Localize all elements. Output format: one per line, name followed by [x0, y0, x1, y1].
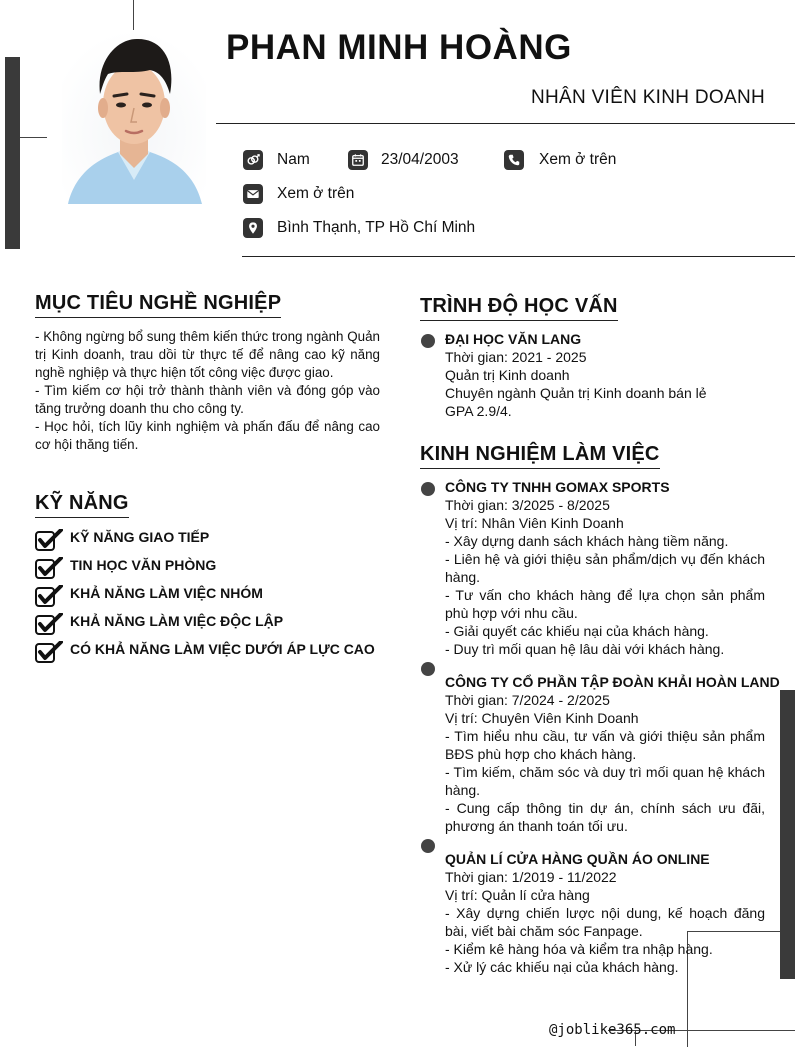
timeline-dot	[421, 482, 435, 496]
skill-item: KHẢ NĂNG LÀM VIỆC ĐỘC LẬP	[70, 613, 284, 629]
decorative-bar-left	[5, 57, 20, 249]
job-duty: - Cung cấp thông tin dự án, chính sách ưu đãi, phương án thanh toán tối ưu.	[445, 800, 765, 834]
gender-value: Nam	[277, 151, 310, 168]
job-duty: - Duy trì mối quan hệ lâu dài với khách hàng.	[445, 641, 725, 657]
job-time: Thời gian: 1/2019 - 11/2022	[445, 869, 617, 885]
education-title: TRÌNH ĐỘ HỌC VẤN	[420, 295, 618, 321]
avatar	[62, 30, 206, 204]
job-duty: - Liên hệ và giới thiệu sản phẩm/dịch vụ đến khách hàng.	[445, 551, 765, 585]
school-name: ĐẠI HỌC VĂN LANG	[445, 331, 582, 347]
timeline-dot	[421, 334, 435, 348]
phone-icon	[504, 150, 524, 170]
address-value: Bình Thạnh, TP Hồ Chí Minh	[277, 219, 476, 236]
objective-title: MỤC TIÊU NGHỀ NGHIỆP	[35, 292, 281, 318]
company-name: QUẢN LÍ CỬA HÀNG QUẦN ÁO ONLINE	[445, 851, 710, 867]
location-icon	[243, 218, 263, 238]
job-entry	[445, 673, 780, 835]
education-line: Chuyên ngành Quản trị Kinh doanh bán lẻ	[445, 385, 707, 401]
experience-title: KINH NGHIỆM LÀM VIỆC	[420, 443, 660, 469]
job-position: Vị trí: Nhân Viên Kinh Doanh	[445, 515, 624, 531]
objective-line: - Không ngừng bổ sung thêm kiến thức trong ngành Quản trị Kinh doanh, trau dồi từ thực tế để nâng cao kỹ năng nghề nghiệp và thực hiện tốt công việc được giao.	[35, 329, 380, 380]
checkbox-icon	[35, 585, 63, 607]
job-entry	[445, 850, 765, 976]
watermark: @joblike365.com	[549, 1022, 676, 1038]
job-duty: - Xử lý các khiếu nại của khách hàng.	[445, 959, 679, 975]
email-icon	[243, 184, 263, 204]
phone-value: Xem ở trên	[539, 151, 617, 168]
job-duty: - Tìm kiếm, chăm sóc và duy trì mối quan hệ khách hàng.	[445, 764, 765, 798]
gender-icon	[243, 150, 263, 170]
header-divider	[216, 123, 795, 124]
skill-item: KỸ NĂNG GIAO TIẾP	[70, 529, 210, 545]
job-time: Thời gian: 3/2025 - 8/2025	[445, 497, 610, 513]
job-duty: - Xây dựng chiến lược nội dung, kế hoạch đăng bài, viết bài chăm sóc Fanpage.	[445, 905, 765, 939]
objective-line: - Học hỏi, tích lũy kinh nghiệm và phấn đấu để nâng cao cơ hội thăng tiến.	[35, 419, 380, 452]
decorative-bar-right	[780, 690, 795, 979]
objective-text	[35, 328, 380, 454]
job-duty: - Xây dựng danh sách khách hàng tiềm năng.	[445, 533, 729, 549]
job-duty: - Kiểm kê hàng hóa và kiểm tra nhập hàng.	[445, 941, 713, 957]
job-duty: - Giải quyết các khiếu nại của khách hàng.	[445, 623, 709, 639]
skill-item: CÓ KHẢ NĂNG LÀM VIỆC DƯỚI ÁP LỰC CAO	[70, 641, 375, 657]
skills-title: KỸ NĂNG	[35, 492, 129, 518]
company-name: CÔNG TY CỔ PHẦN TẬP ĐOÀN KHẢI HOÀN LAND	[445, 674, 780, 690]
job-duty: - Tìm hiểu nhu cầu, tư vấn và giới thiệu sản phẩm BĐS phù hợp cho khách hàng.	[445, 728, 765, 762]
email-value: Xem ở trên	[277, 185, 355, 202]
decorative-line	[20, 137, 47, 138]
skill-item: TIN HỌC VĂN PHÒNG	[70, 557, 217, 573]
education-entry	[445, 330, 765, 420]
contact-divider	[242, 256, 795, 257]
job-entry	[445, 478, 765, 658]
checkbox-icon	[35, 529, 63, 551]
candidate-name: PHAN MINH HOÀNG	[226, 28, 572, 67]
checkbox-icon	[35, 557, 63, 579]
job-position: Vị trí: Quản lí cửa hàng	[445, 887, 590, 903]
company-name: CÔNG TY TNHH GOMAX SPORTS	[445, 479, 670, 495]
checkbox-icon	[35, 613, 63, 635]
job-duty: - Tư vấn cho khách hàng để lựa chọn sản phẩm phù hợp với nhu cầu.	[445, 587, 765, 621]
timeline-dot	[421, 662, 435, 676]
timeline-dot	[421, 839, 435, 853]
job-position: Vị trí: Chuyên Viên Kinh Doanh	[445, 710, 639, 726]
checkbox-icon	[35, 641, 63, 663]
education-line: Quản trị Kinh doanh	[445, 367, 570, 383]
calendar-icon	[348, 150, 368, 170]
job-time: Thời gian: 7/2024 - 2/2025	[445, 692, 610, 708]
birthdate-value: 23/04/2003	[381, 151, 459, 168]
job-title: NHÂN VIÊN KINH DOANH	[530, 87, 765, 108]
skill-item: KHẢ NĂNG LÀM VIỆC NHÓM	[70, 585, 263, 601]
objective-line: - Tìm kiếm cơ hội trở thành thành viên và đóng góp vào tăng trưởng doanh thu cho công ty.	[35, 383, 380, 416]
education-line: Thời gian: 2021 - 2025	[445, 349, 587, 365]
education-line: GPA 2.9/4.	[445, 403, 512, 419]
